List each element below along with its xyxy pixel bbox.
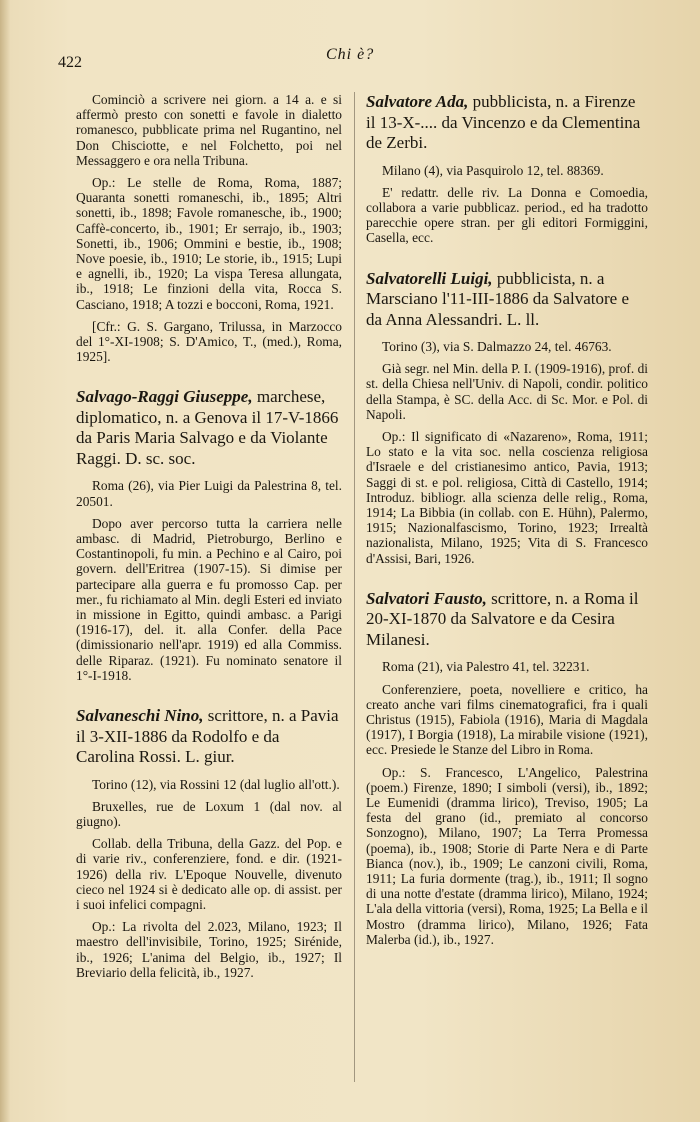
- entry-description: scrittore, n. a Roma il 20-XI-1870 da Salvatore e da Cesira Milanesi.: [366, 588, 639, 649]
- entry-name: Salvaneschi Nino,: [76, 706, 204, 726]
- entry-name: Salvago-Raggi Giuseppe,: [76, 387, 253, 407]
- entry-heading-salvago-raggi: [76, 387, 342, 469]
- entry-description: pubblicista, n. a Firenze il 13-X-.... da Vincenzo e da Clementina de Zerbi.: [366, 92, 641, 152]
- entry-description: pubblicista, n. a Marsciano l'11-III-1886 da Salvatore e da Anna Alessandri. L. ll.: [366, 268, 630, 329]
- entry-address: Torino (3), via S. Dalmazzo 24, tel. 46763.: [382, 339, 612, 355]
- entry-address: Roma (21), via Palestro 41, tel. 32231.: [382, 659, 590, 675]
- entry-address: Torino (12), via Rossini 12 (dal luglio all'ott.).: [92, 776, 340, 792]
- entry-heading-salvatori: [366, 589, 648, 651]
- entry-heading-salvatore-ada: [366, 92, 648, 154]
- entry-description: scrittore, n. a Pavia il 3-XII-1886 da Rodolfo e da Carolina Rossi. L. giur.: [76, 706, 339, 767]
- running-title: Chi è?: [326, 46, 375, 63]
- entry-address: Bruxelles, rue de Loxum 1 (dal nov. al giugno).: [76, 798, 342, 829]
- entry-works: Op.: Il significato di «Nazareno», Roma, 1911; Lo stato e la vita soc. nella coscienza religiosa d'Israele e del cristianesimo antico, Pavia, 1913; Saggi di st. e pol. religiosa, Città di Castello, 1914; Introduz. bibliogr. alla scienza delle relig., Roma, 1914; La Bibbia (in collab. con E. Hühn), Palermo, 1915; Nazionalfascismo, Torino, 1923; Irrealtà nazionalista, Milano, 1925; Vita di S. Francesco d'Assisi, Bari, 1926.: [366, 429, 648, 566]
- column-divider: [354, 92, 355, 1082]
- entry-name: Salvatori Fausto,: [366, 588, 487, 608]
- page-number: 422: [58, 54, 82, 71]
- trilussa-works: Op.: Le stelle de Roma, Roma, 1887; Quaranta sonetti romaneschi, ib., 1895; Altri sonetti, ib., 1898; Favole romanesche, ib., 1900; Caffè-concerto, ib., 1901; Er serrajo, ib., 1903; Sonetti, ib., 1906; Ommini e bestie, ib., 1908; Nove poesie, ib., 1910; Le storie, ib., 1915; Lupi e agnelli, ib., 1920; La vispa Teresa allungata, ib., 1918; Le finzioni della vita, Rocca S. Casciano, 1918; A tozzi e bocconi, Roma, 1921.: [76, 175, 342, 312]
- entry-address: Roma (26), via Pier Luigi da Palestrina 8, tel. 20501.: [76, 478, 342, 509]
- entry-name: Salvatore Ada,: [366, 92, 469, 111]
- entry-works: Op.: S. Francesco, L'Angelico, Palestrina (poem.) Firenze, 1890; I simboli (versi), ib., 1892; Le Eumenidi (dramma lirico), Treviso, 1905; La festa del grano (id., premiato al concorso Sonzogno), Milano, 1907; La Terra Promessa (poema), ib., 1908; Storie di Parte Nera e di Parte Bianca (nov.), ib., 1909; Le canzoni civili, Roma, 1911; La furia dormente (trag.), ib., 1911; Il sogno di una notte d'estate (dramma lirico), Milano, 1924; L'ala della vittoria (versi), Roma, 1925; La Bella e il Mostro (dramma lirico), Milano, 1926; Fata Malerba (id.), ib., 1927.: [366, 764, 648, 947]
- entry-name: Salvatorelli Luigi,: [366, 268, 493, 288]
- entry-biography: Collab. della Tribuna, della Gazz. del Pop. e di varie riv., conferenziere, fond. e dir. (1921-1926) della riv. L'Epoque Nouvelle, divenuto cieco nel 1924 si è dedicato alle op. di assist. per i suoi infelici compagni.: [76, 836, 342, 913]
- entry-biography: Conferenziere, poeta, novelliere e critico, ha creato anche vari films cinematografici, fra i quali Christus (1915), Fabiola (1916), Maria di Magdala (1917), I Borgia (1918), La mirabile visione (1921), ecc. Presiede le Stanze del Libro in Roma.: [366, 681, 648, 758]
- entry-heading-salvatorelli: [366, 269, 648, 331]
- entry-biography: E' redattr. delle riv. La Donna e Comoedia, collabora a varie pubblicaz. period., ed ha tradotto parecchie opere stran. per gli editori Formiggini, Casella, ecc.: [366, 184, 648, 246]
- entry-address: Milano (4), via Pasquirolo 12, tel. 88369.: [382, 162, 604, 178]
- page-spine-shadow: [0, 0, 10, 1122]
- entry-heading-salvaneschi: [76, 706, 342, 768]
- left-column: [76, 92, 342, 987]
- trilussa-bio-continued: Cominciò a scrivere nei giorn. a 14 a. e si affermò presto con sonetti e favole in dialetto romanesco, pubblicate prima nel Rugantino, nel Don Chisciotte, e nel Folchetto, poi nel Messaggero e ora nella Tribuna.: [76, 92, 342, 168]
- trilussa-references: [Cfr.: G. S. Gargano, Trilussa, in Marzocco del 1°-XI-1908; S. D'Amico, T., (med.), Roma, 1925].: [76, 318, 342, 365]
- entry-works: Op.: La rivolta del 2.023, Milano, 1923; Il maestro dell'invisibile, Torino, 1925; Sirénide, ib., 1926; L'anima del Belgio, ib., 1927; Il Breviario della felicità, ib., 1927.: [76, 919, 342, 980]
- page-header: [58, 44, 678, 74]
- right-column: [366, 92, 648, 954]
- entry-biography: Dopo aver percorso tutta la carriera nelle ambasc. di Madrid, Pietroburgo, Berlino e Costantinopoli, fu min. a Pechino e al Cairo, poi govern. dell'Eritrea (1907-15). Si dimise per partecipare alla guerra e fu promosso Cap. per mer., fu richiamato al Min. degli Esteri ed inviato in missione in Egitto, quindi ambasc. a Parigi (1916-17), del. it. alla Confer. della Pace (dimissionario nell'apr. 1919) ed alla Commiss. delle Riparaz. (1921). Fu nominato senatore il 1°-I-1918.: [76, 515, 342, 683]
- entry-description: marchese, diplomatico, n. a Genova il 17-V-1866 da Paris Maria Salvago e da Violante Raggi. D. sc. soc.: [76, 387, 339, 468]
- entry-biography: Già segr. nel Min. della P. I. (1909-1916), prof. di st. della Chiesa nell'Univ. di Napoli, condir. politico della Stampa, è SC. della Acc. di Sc. Mor. e Pol. di Napoli.: [366, 361, 648, 422]
